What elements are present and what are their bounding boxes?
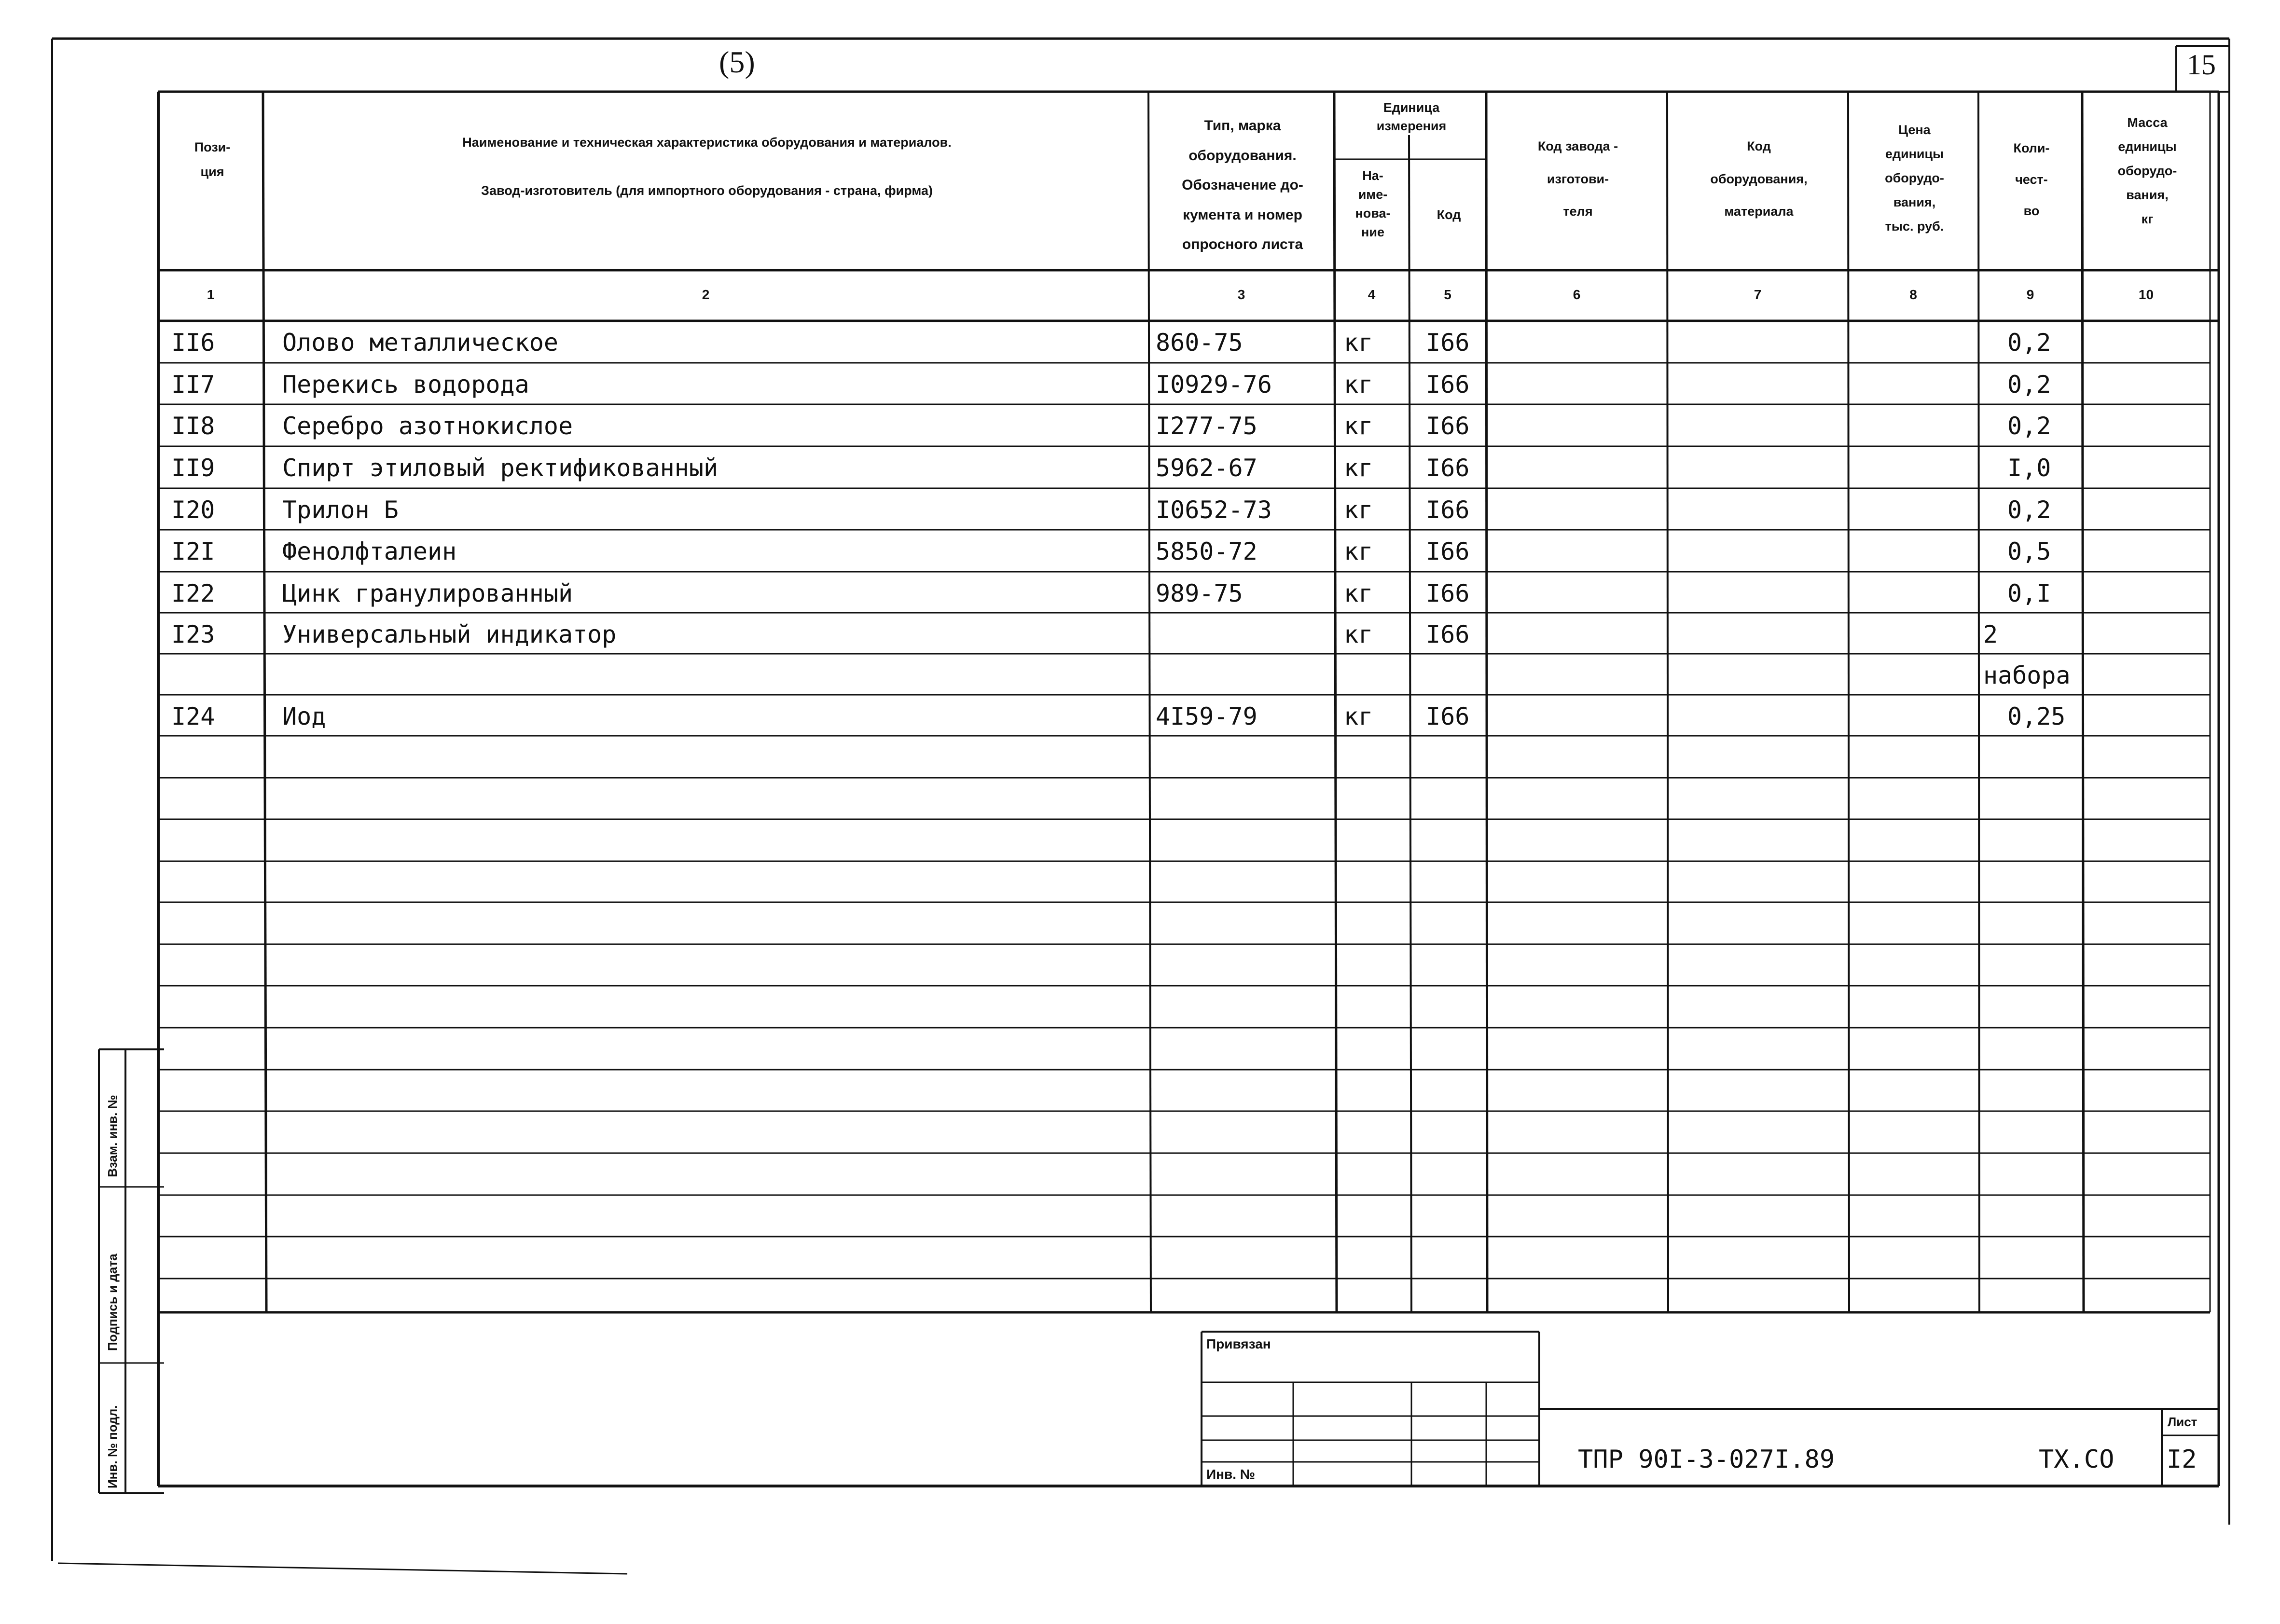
row-quantity: 0,2: [2007, 412, 2051, 440]
list-label: Лист: [2168, 1415, 2197, 1429]
row-position: I23: [171, 620, 215, 648]
row-document: 5850-72: [1156, 537, 1257, 565]
row-position: II8: [171, 412, 215, 440]
header-unit-code: Код: [1437, 207, 1461, 222]
row-unit: кг: [1344, 537, 1373, 565]
row-position: I22: [171, 579, 215, 607]
row-position: I2I: [171, 537, 215, 565]
header-equipment-code: Код оборудования, материала: [1710, 139, 1808, 219]
header-price: Цена единицы оборудо- вания, тыс. руб.: [1885, 123, 1944, 234]
row-document: I0652-73: [1156, 496, 1272, 524]
list-number: I2: [2167, 1445, 2197, 1474]
page-number-top: 15: [2187, 49, 2216, 81]
row-unit: кг: [1344, 702, 1373, 730]
stamp-podpis: Подпись и дата: [105, 1253, 120, 1351]
column-number: 4: [1368, 287, 1376, 302]
row-unit-code: I66: [1426, 620, 1470, 648]
row-name: Иод: [282, 702, 326, 730]
header-manufacturer-code: Код завода - изготови- теля: [1537, 139, 1618, 219]
row-quantity: набора: [1983, 661, 2071, 689]
header-name-line2: Завод-изготовитель (для импортного оборудования - страна, фирма): [481, 183, 933, 198]
column-number: 6: [1573, 287, 1581, 302]
row-unit: кг: [1344, 329, 1373, 357]
column-number: 5: [1444, 287, 1451, 302]
document-mark: ТХ.СО: [2039, 1445, 2114, 1474]
column-number: 10: [2138, 287, 2154, 302]
row-name: Спирт этиловый ректификованный: [282, 454, 719, 482]
column-number: 7: [1754, 287, 1762, 302]
row-position: I20: [171, 496, 215, 524]
row-document: 5962-67: [1156, 454, 1257, 482]
column-number: 9: [2026, 287, 2034, 302]
row-unit: кг: [1344, 371, 1373, 399]
privyazan-label: Привязан: [1206, 1336, 1271, 1351]
row-quantity: I,0: [2007, 454, 2051, 482]
row-document: I0929-76: [1156, 371, 1272, 399]
row-document: 989-75: [1156, 579, 1243, 607]
row-position: II7: [171, 371, 215, 399]
header-type: Тип, марка оборудования. Обозначение до- кумента и номер опросного листа: [1182, 118, 1303, 252]
row-unit: кг: [1344, 620, 1373, 648]
row-unit-code: I66: [1426, 579, 1470, 607]
row-unit: кг: [1344, 412, 1373, 440]
row-name: Трилон Б: [282, 496, 399, 524]
row-quantity: 0,I: [2007, 579, 2051, 607]
header-unit-name: На- име- нова- ние: [1355, 168, 1391, 240]
stamp-inv: Инв. № подл.: [105, 1405, 120, 1488]
row-name: Олово металлическое: [282, 329, 558, 357]
row-unit-code: I66: [1426, 412, 1470, 440]
row-unit: кг: [1344, 496, 1373, 524]
row-position: II9: [171, 454, 215, 482]
row-unit: кг: [1344, 454, 1373, 482]
header-mass: Масса единицы оборудо- вания, кг: [2117, 115, 2177, 226]
row-document: 860-75: [1156, 329, 1243, 357]
document-code: ТПР 90I-3-027I.89: [1578, 1445, 1835, 1474]
column-number: 8: [1909, 287, 1917, 302]
row-name: Цинк гранулированный: [282, 579, 573, 607]
stamp-vzam: Взам. инв. №: [105, 1095, 120, 1177]
column-number: 1: [207, 287, 215, 302]
row-unit-code: I66: [1426, 454, 1470, 482]
row-position: II6: [171, 329, 215, 357]
row-quantity: 2: [1983, 620, 1998, 648]
row-quantity: 0,2: [2007, 371, 2051, 399]
sheet-mark: (5): [719, 45, 755, 79]
row-unit-code: I66: [1426, 702, 1470, 730]
row-unit-code: I66: [1426, 537, 1470, 565]
row-document: I277-75: [1156, 412, 1257, 440]
header-name-line1: Наименование и техническая характеристика оборудования и материалов.: [462, 135, 952, 150]
row-quantity: 0,2: [2007, 329, 2051, 357]
header-unit-group: Единица измерения: [1376, 100, 1447, 133]
row-quantity: 0,2: [2007, 496, 2051, 524]
row-position: I24: [171, 702, 215, 730]
row-unit: кг: [1344, 579, 1373, 607]
row-name: Перекись водорода: [282, 371, 529, 399]
column-number: 2: [702, 287, 710, 302]
row-unit-code: I66: [1426, 329, 1470, 357]
row-unit-code: I66: [1426, 371, 1470, 399]
row-name: Фенолфталеин: [282, 537, 457, 565]
inv-no-label: Инв. №: [1206, 1467, 1256, 1482]
row-quantity: 0,25: [2007, 702, 2066, 730]
row-name: Серебро азотнокислое: [282, 412, 573, 440]
row-document: 4I59-79: [1156, 702, 1257, 730]
header-quantity: Коли- чест- во: [2013, 141, 2050, 218]
column-number: 3: [1237, 287, 1245, 302]
row-name: Универсальный индикатор: [282, 620, 617, 648]
header-position: Пози- ция: [194, 140, 231, 179]
row-quantity: 0,5: [2007, 537, 2051, 565]
row-unit-code: I66: [1426, 496, 1470, 524]
